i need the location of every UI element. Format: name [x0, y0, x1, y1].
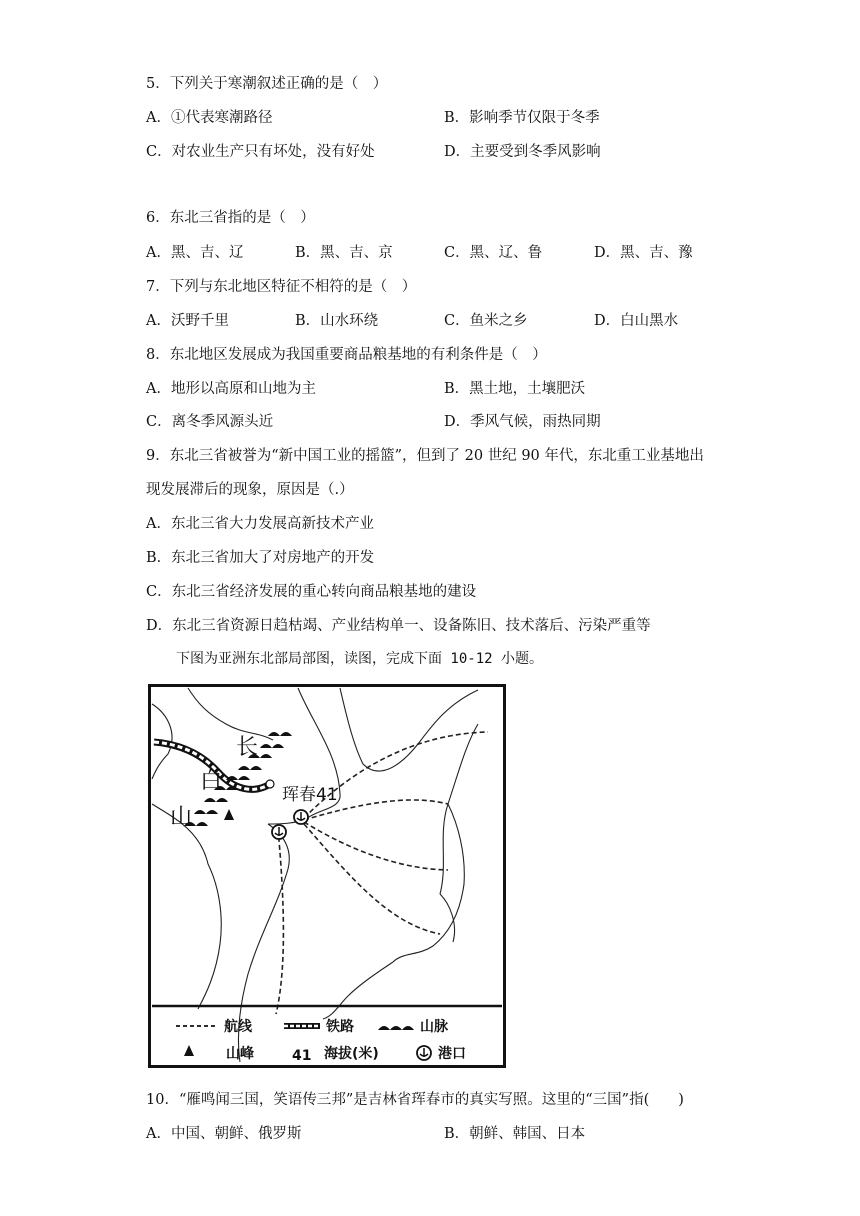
q6-option-b: B．黑、吉、京	[295, 245, 393, 261]
q8-option-a: A．地形以高原和山地为主	[146, 381, 316, 397]
q9-option-a: A．东北三省大力发展高新技术产业	[146, 516, 374, 532]
q10-option-a: A．中国、朝鲜、俄罗斯	[146, 1126, 302, 1142]
q9-option-c: C．东北三省经济发展的重心转向商品粮基地的建设	[146, 584, 477, 600]
mountain-range-legend-icon	[378, 1026, 414, 1030]
legend-railway: 铁路	[326, 1019, 354, 1035]
map-frame	[150, 686, 505, 1067]
q6-stem: 6．东北三省指的是（ ）	[146, 210, 315, 226]
q9-stem-line2: 现发展滞后的现象，原因是（.）	[146, 482, 354, 498]
q6-option-c: C．黑、辽、鲁	[444, 245, 543, 261]
q8-option-d: D．季风气候，雨热同期	[444, 414, 601, 430]
q5-option-a: A．①代表寒潮路径	[146, 110, 273, 126]
label-chang: 长	[236, 735, 259, 760]
q5-option-c: C．对农业生产只有坏处，没有好处	[146, 144, 375, 160]
label-shan: 山	[170, 805, 193, 830]
q6-option-a: A．黑、吉、辽	[146, 245, 244, 261]
q5-option-b: B．影响季节仅限于冬季	[444, 110, 600, 126]
q6-option-d: D．黑、吉、豫	[594, 245, 693, 261]
q8-option-c: C．离冬季风源头近	[146, 414, 274, 430]
q9-option-d: D．东北三省资源日趋枯竭、产业结构单一、设备陈旧、技术落后、污染严重等	[146, 618, 651, 634]
q9-option-b: B．东北三省加大了对房地产的开发	[146, 550, 375, 566]
port-icon-hunchun	[294, 810, 308, 824]
port-icon-second	[272, 825, 286, 839]
label-bai: 白	[200, 769, 223, 794]
q8-option-b: B．黑土地，土壤肥沃	[444, 381, 586, 397]
legend-mountain-range: 山脉	[420, 1019, 448, 1035]
q7-option-d: D．白山黑水	[594, 313, 679, 329]
city-dot	[266, 780, 274, 788]
legend-route: 航线	[224, 1019, 252, 1035]
q9-stem-line1: 9．东北三省被誉为“新中国工业的摇篮”，但到了 20 世纪 90 年代，东北重工业基地出	[146, 448, 704, 464]
legend-elevation-sample: 41	[292, 1048, 312, 1064]
q5-option-d: D．主要受到冬季风影响	[444, 144, 601, 160]
northeast-asia-map	[148, 684, 506, 1068]
legend-port: 港口	[438, 1046, 466, 1062]
q7-option-a: A．沃野千里	[146, 313, 229, 329]
q7-option-c: C．鱼米之乡	[444, 313, 528, 329]
q7-option-b: B．山水环绕	[295, 313, 379, 329]
label-hunchun: 珲春41	[282, 785, 338, 805]
q5-stem: 5．下列关于寒潮叙述正确的是（ ）	[146, 76, 388, 92]
legend-peak: 山峰	[226, 1046, 254, 1062]
q8-stem: 8．东北地区发展成为我国重要商品粮基地的有利条件是（ ）	[146, 347, 547, 363]
q7-stem: 7．下列与东北地区特征不相符的是（ ）	[146, 279, 417, 295]
map-intro: 下图为亚洲东北部局部图，读图，完成下面 10-12 小题。	[176, 651, 543, 667]
port-legend-icon	[417, 1046, 431, 1060]
legend-elevation: 海拔(米)	[324, 1046, 379, 1062]
q10-option-b: B．朝鲜、韩国、日本	[444, 1126, 586, 1142]
q10-stem: 10．“雁鸣闻三国，笑语传三邦”是吉林省珲春市的真实写照。这里的“三国”指( )	[146, 1092, 684, 1108]
